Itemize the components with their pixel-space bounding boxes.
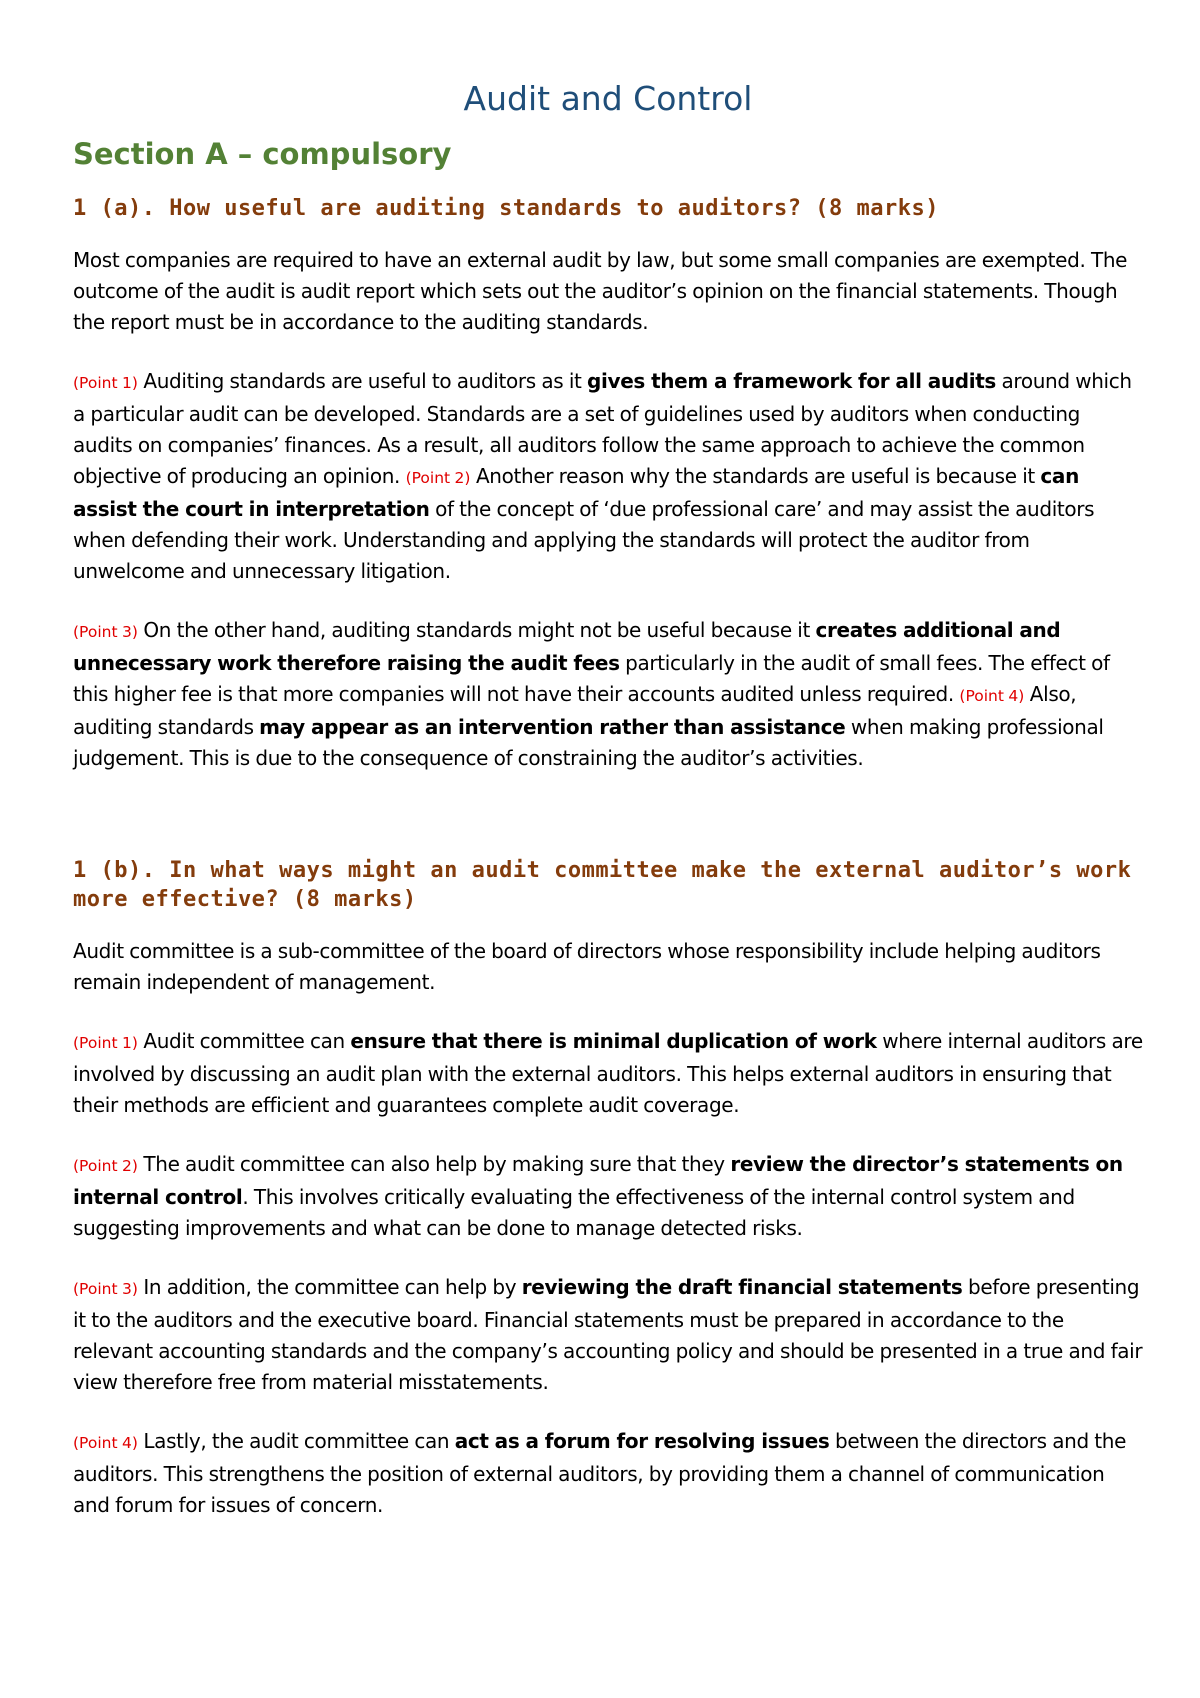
body-text: In addition, the committee can help by [137,1275,522,1299]
body-text: Audit committee can [137,1029,351,1053]
point-label: (Point 3) [73,623,138,641]
key-phrase: gives them a framework for all audits [587,369,996,393]
question-1b-paragraph-4 [73,1426,1143,1521]
key-phrase: review the director’s statements on internal control [73,1152,1123,1209]
section-heading: Section A – compulsory [73,137,452,171]
document-title: Audit and Control [463,79,753,118]
key-phrase: reviewing the draft financial statements [521,1275,963,1299]
question-1b-heading: 1 (b). In what ways might an audit committee make the external auditor’s work more effective? (8 marks) [73,858,1132,912]
point-label: (Point 2) [73,1157,138,1175]
body-text: before presenting it to the auditors and the executive board. Financial statements must be prepared in accordance to the relevant accounting standards and the company’s accounting policy and should be presented in a true and fair view therefore free from material misstatements. [73,1275,1143,1394]
question-1b-intro: Audit committee is a sub-committee of the board of directors whose responsibility include helping auditors remain independent of management. [73,939,1101,994]
key-phrase: act as a forum for resolving issues [454,1429,830,1453]
point-label: (Point 4) [959,687,1025,705]
key-phrase: may appear as an intervention rather than assistance [259,715,846,739]
body-text: Auditing standards are useful to auditors as it [137,369,588,393]
body-text: The audit committee can also help by making sure that they [137,1152,731,1176]
question-1a-heading: 1 (a). How useful are auditing standards to auditors? (8 marks) [73,196,939,221]
point-label: (Point 1) [73,1034,138,1052]
body-text: On the other hand, auditing standards might not be useful because it [137,618,816,642]
key-phrase: ensure that there is minimal duplication of work [350,1029,877,1053]
question-1a-paragraph-2 [73,615,1143,774]
body-text: when making professional judgement. This is due to the consequence of constraining the auditor’s activities. [73,715,1104,770]
document-page [73,78,1143,1549]
body-text: Lastly, the audit committee can [137,1429,455,1453]
key-phrase: can assist the court in interpretation [73,464,1079,521]
body-text: particularly in the audit of small fees. The effect of this higher fee is that more companies will not have their accounts audited unless required. [73,651,1110,706]
point-label: (Point 2) [405,469,471,487]
question-1b-paragraph-3 [73,1272,1143,1398]
question-1a-intro: Most companies are required to have an external audit by law, but some small companies are exempted. The outcome of the audit is audit report which sets out the auditor’s opinion on the financial statements. Though the report must be in accordance to the auditing standards. [73,248,1128,334]
body-text: between the directors and the auditors. This strengthens the position of external auditors, by providing them a channel of communication and forum for issues of concern. [73,1429,1127,1517]
question-1a-paragraph-1 [73,366,1143,587]
body-text: Another reason why the standards are useful is because it [470,464,1041,488]
body-text: of the concept of ‘due professional care’ and may assist the auditors when defending their work. Understanding and applying the standards will protect the auditor from unwelcome and unnecessary litigation. [73,497,1095,583]
body-text: where internal auditors are involved by discussing an audit plan with the external auditors. This helps external auditors in ensuring that their methods are efficient and guarantees complete audit coverage. [73,1029,1143,1117]
key-phrase: creates additional and unnecessary work therefore raising the audit fees [73,618,1061,675]
point-label: (Point 1) [73,374,138,392]
body-text: . This involves critically evaluating the effectiveness of the internal control system and suggesting improvements and what can be done to manage detected risks. [73,1185,1075,1240]
point-label: (Point 3) [73,1280,138,1298]
question-1b-paragraph-2 [73,1149,1143,1244]
body-text: Also, auditing standards [73,682,1077,739]
question-1b-paragraph-1 [73,1026,1143,1121]
point-label: (Point 4) [73,1434,138,1452]
body-text: around which a particular audit can be developed. Standards are a set of guidelines used by auditors when conducting audits on companies’ finances. As a result, all auditors follow the same approach to achieve the common objective of producing an opinion. [73,369,1132,488]
